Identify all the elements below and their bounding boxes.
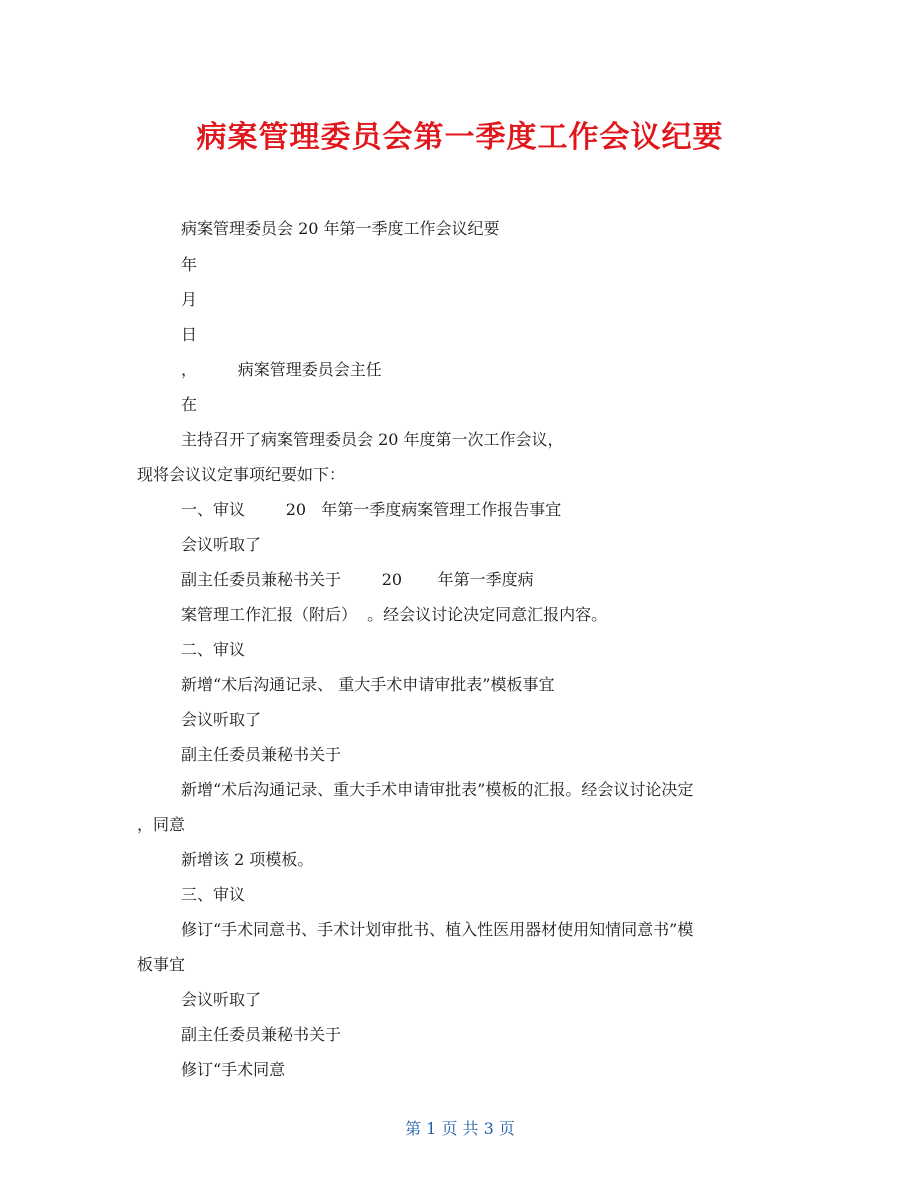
body-line: 新增“术后沟通记录、重大手术申请审批表”模板的汇报。经会议讨论决定 (181, 780, 694, 799)
body-line: 副主任委员兼秘书关于 20 年第一季度病 (181, 570, 534, 589)
body-line: 新增该 2 项模板。 (181, 850, 314, 869)
body-line: 会议听取了 (181, 535, 262, 554)
body-line: 一、审议 20 年第一季度病案管理工作报告事宜 (181, 500, 562, 519)
body-line: 月 (181, 290, 198, 309)
body-line: 主持召开了病案管理委员会 20 年度第一次工作会议， (181, 430, 564, 449)
body-line: 新增“术后沟通记录、 重大手术申请审批表”模板事宜 (181, 675, 555, 694)
body-line: 日 (181, 325, 198, 344)
document-title: 病案管理委员会第一季度工作会议纪要 (196, 120, 724, 155)
body-line: ，同意 (137, 815, 186, 834)
body-line: 副主任委员兼秘书关于 (181, 1025, 342, 1044)
body-line: 病案管理委员会 20 年第一季度工作会议纪要 (181, 219, 500, 238)
body-line: 现将会议议定事项纪要如下： (137, 465, 346, 484)
body-line: 会议听取了 (181, 710, 262, 729)
body-line: 三、审议 (181, 885, 246, 904)
body-line: 在 (181, 395, 198, 414)
body-line: 年 (181, 255, 198, 274)
body-line: 板事宜 (137, 955, 186, 974)
body-line: 修订“手术同意书、手术计划审批书、植入性医用器材使用知情同意书”模 (181, 920, 694, 939)
body-line: ， 病案管理委员会主任 (181, 360, 382, 379)
body-line: 二、审议 (181, 640, 246, 659)
page-number-footer: 第 1 页 共 3 页 (405, 1119, 515, 1138)
body-line: 案管理工作汇报（附后） 。经会议讨论决定同意汇报内容。 (181, 605, 608, 624)
body-line: 副主任委员兼秘书关于 (181, 745, 342, 764)
body-line: 修订“手术同意 (181, 1060, 286, 1079)
body-line: 会议听取了 (181, 990, 262, 1009)
